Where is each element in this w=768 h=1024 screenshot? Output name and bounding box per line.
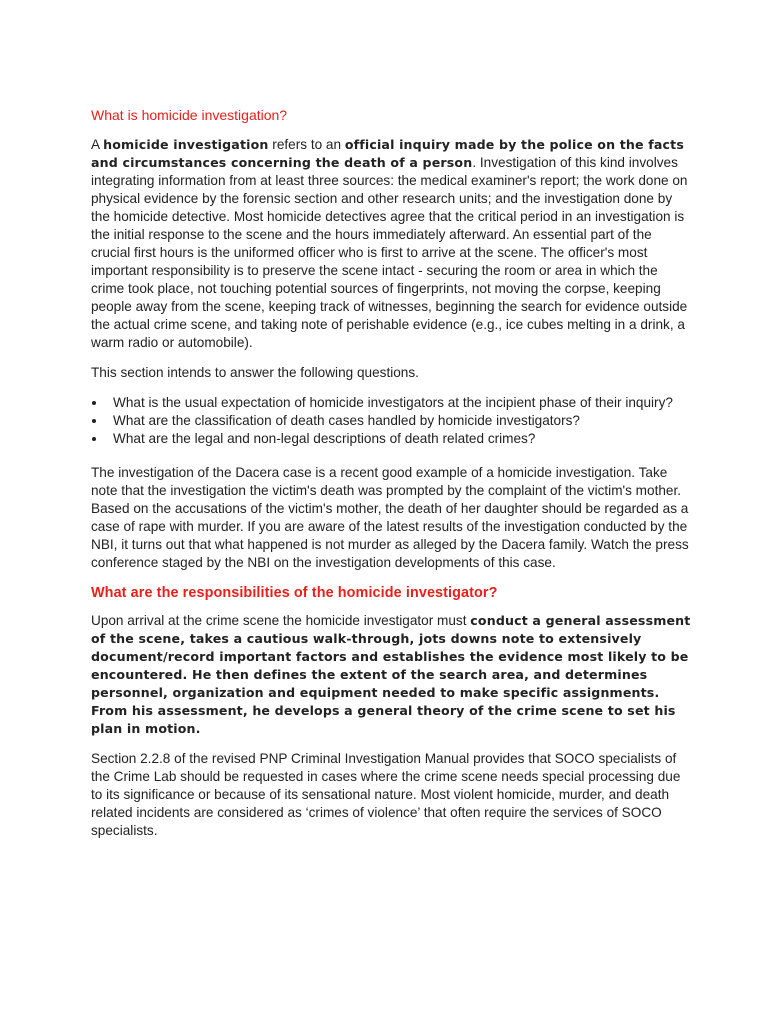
bold-term: homicide investigation xyxy=(103,137,269,152)
document-body xyxy=(91,106,691,852)
list-item-text: What is the usual expectation of homicide investigators at the incipient phase of their inquiry? xyxy=(113,395,673,410)
bold-responsibilities: conduct a general assessment of the scene, takes a cautious walk-through, jots downs note to extensively document/record important factors and establishes the evidence most likely to be encountered. He then defines the extent of the search area, and determines personnel, organization and equipment needed to make specific assignments. From his assessment, he develops a general theory of the crime scene to set his plan in motion. xyxy=(91,613,691,736)
heading-what-is-homicide-investigation: What is homicide investigation? xyxy=(91,107,288,123)
text: refers to an xyxy=(268,137,345,152)
paragraph-dacera-case: The investigation of the Dacera case is a recent good example of a homicide investigation. Take note that the investigation the victim's death was prompted by the complaint of the victim's mother. Based on the accusations of the victim's mother, the death of her daughter should be regarded as a case of rape with murder. If you are aware of the latest results of the investigation conducted by the NBI, it turns out that what happened is not murder as alleged by the Dacera family. Watch the press conference staged by the NBI on the investigation developments of this case. xyxy=(91,465,689,570)
text: Upon arrival at the crime scene the homicide investigator must xyxy=(91,613,471,628)
list-item xyxy=(91,430,691,448)
text: A xyxy=(91,137,104,152)
question-list xyxy=(91,394,691,448)
bullet-icon xyxy=(92,419,96,423)
paragraph-responsibilities xyxy=(91,612,691,738)
paragraph-soco: Section 2.2.8 of the revised PNP Criminal Investigation Manual provides that SOCO specialists of the Crime Lab should be requested in cases where the crime scene needs special processing due to its significance or because of its sensational nature. Most violent homicide, murder, and death related incidents are considered as ‘crimes of violence’ that often require the services of SOCO specialists. xyxy=(91,751,681,838)
text: . Investigation of this kind involves integrating information from at least three sources: the medical examiner's report; the work done on physical evidence by the forensic section and other research units; and the investigation done by the homicide detective. Most homicide detectives agree that the critical period in an investigation is the initial response to the scene and the hours immediately afterward. An essential part of the crucial first hours is the uniformed officer who is first to arrive at the scene. The officer's most important responsibility is to preserve the scene intact - securing the room or area in which the crime took place, not touching potential sources of fingerprints, not moving the corpse, keeping people away from the scene, keeping track of witnesses, beginning the search for evidence outside the actual crime scene, and taking note of perishable evidence (e.g., ice cubes melting in a drink, a warm radio or automobile). xyxy=(91,155,688,350)
bullet-icon xyxy=(92,401,96,405)
list-item-text: What are the classification of death cases handled by homicide investigators? xyxy=(113,413,580,428)
bullet-icon xyxy=(92,437,96,441)
bold-definition: official inquiry made by the police on the facts and circumstances concerning the death of a person xyxy=(91,137,684,170)
list-item-text: What are the legal and non-legal descriptions of death related crimes? xyxy=(113,431,536,446)
paragraph-intro-questions: This section intends to answer the following questions. xyxy=(91,365,419,380)
list-item xyxy=(91,394,691,412)
heading-responsibilities: What are the responsibilities of the homicide investigator? xyxy=(91,585,498,601)
paragraph-definition xyxy=(91,136,691,352)
list-item xyxy=(91,412,691,430)
